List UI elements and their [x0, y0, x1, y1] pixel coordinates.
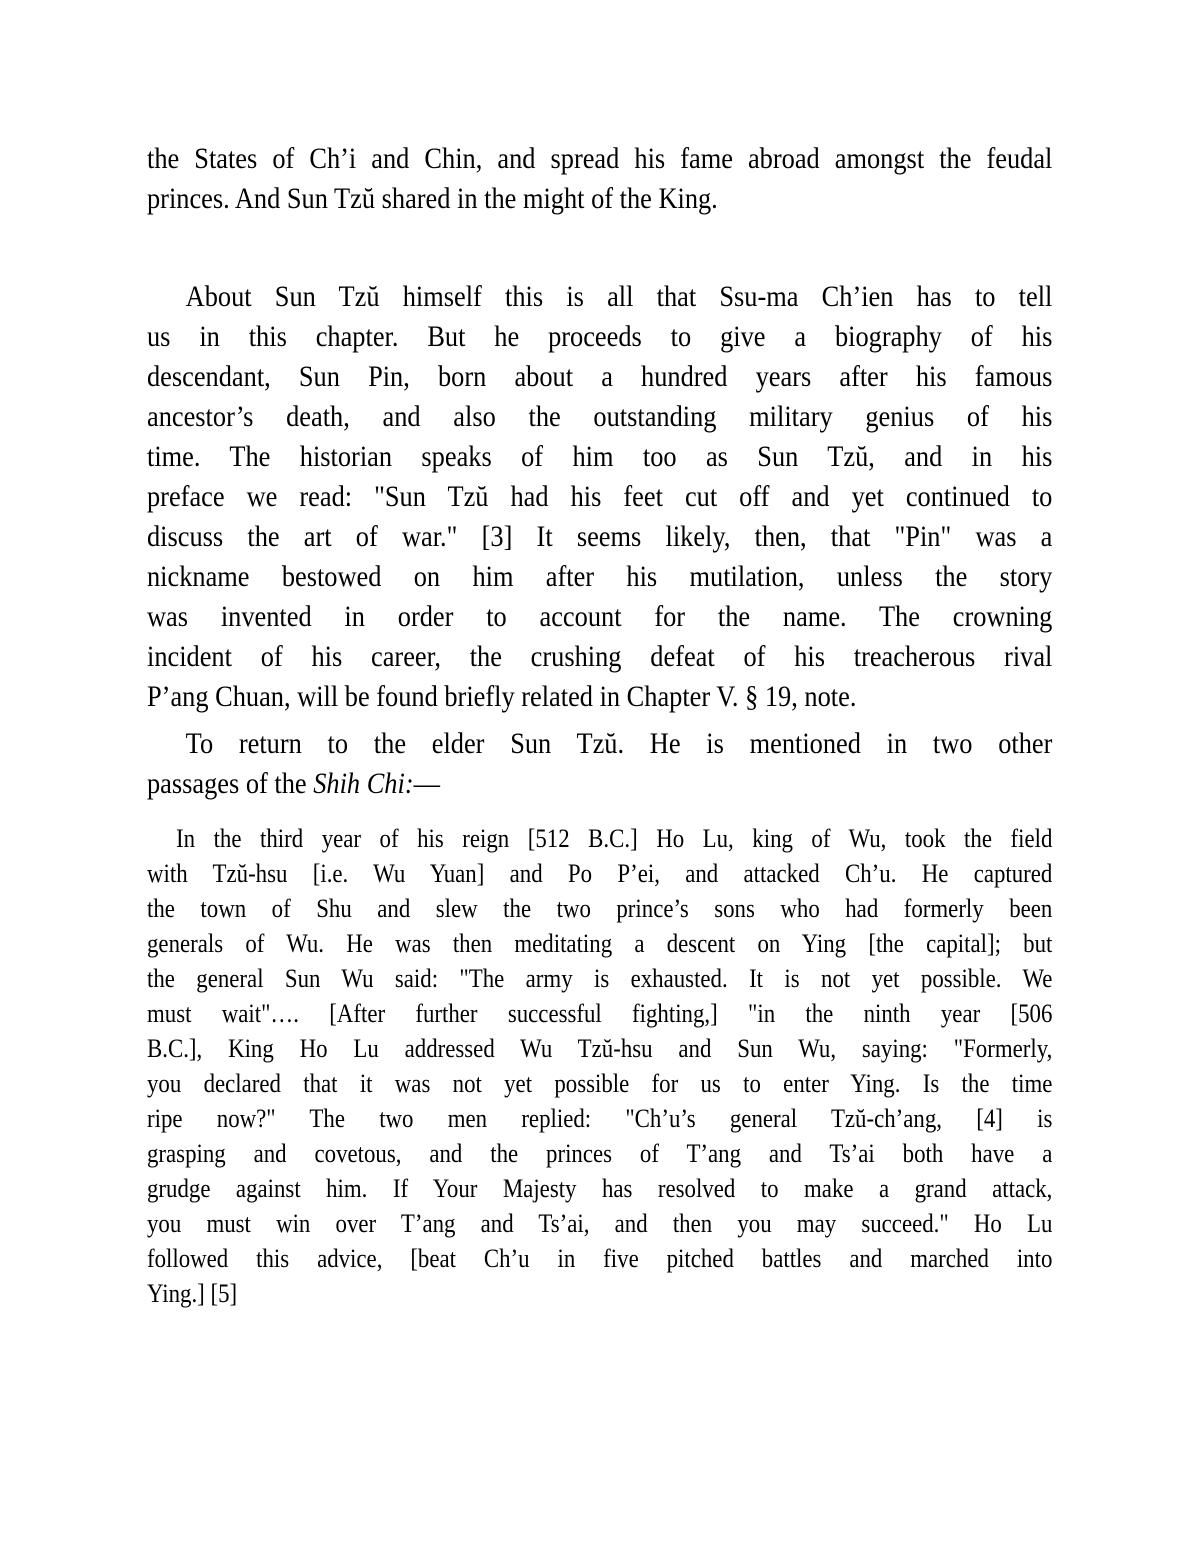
text-line: time. The historian speaks of him too as Sun Tzŭ, and in his	[147, 440, 1053, 473]
text-run: passages of the	[147, 767, 314, 800]
text-line: generals of Wu. He was then meditating a descent on Ying [the capital]; but	[147, 929, 1053, 958]
text-line: was invented in order to account for the name. The crowning	[147, 600, 1053, 633]
opening-paragraph	[147, 139, 1052, 219]
to-return-paragraph	[147, 724, 1052, 804]
text-line: the States of Ch’i and Chin, and spread his fame abroad amongst the feudal	[147, 142, 1053, 175]
text-line: incident of his career, the crushing defeat of his treacherous rival	[147, 640, 1053, 673]
em-dash: —	[413, 767, 440, 800]
about-sun-tzu-paragraph	[147, 277, 1052, 717]
text-line: us in this chapter. But he proceeds to give a biography of his	[147, 320, 1053, 353]
text-line: Ying.] [5]	[147, 1279, 238, 1308]
text-line: In the third year of his reign [512 B.C.] Ho Lu, king of Wu, took the field	[176, 824, 1053, 853]
text-line: nickname bestowed on him after his mutilation, unless the story	[147, 560, 1053, 593]
text-line: ancestor’s death, and also the outstanding military genius of his	[147, 400, 1053, 433]
text-line	[147, 764, 1052, 804]
text-line: About Sun Tzŭ himself this is all that Ssu-ma Ch’ien has to tell	[185, 280, 1053, 313]
text-line: must wait"…. [After further successful fighting,] "in the ninth year [506	[147, 999, 1053, 1028]
text-line: you declared that it was not yet possible for us to enter Ying. Is the time	[147, 1069, 1053, 1098]
text-line: with Tzŭ-hsu [i.e. Wu Yuan] and Po P’ei, and attacked Ch’u. He captured	[147, 859, 1053, 888]
text-line: B.C.], King Ho Lu addressed Wu Tzŭ-hsu and Sun Wu, saying: "Formerly,	[147, 1034, 1053, 1063]
text-line: preface we read: "Sun Tzŭ had his feet cut off and yet continued to	[147, 480, 1053, 513]
text-line: ripe now?" The two men replied: "Ch’u’s general Tzŭ-ch’ang, [4] is	[147, 1104, 1053, 1133]
text-line: grasping and covetous, and the princes of T’ang and Ts’ai both have a	[147, 1139, 1053, 1168]
text-line: the town of Shu and slew the two prince’s sons who had formerly been	[147, 894, 1053, 923]
shih-chi-book-title: Shih Chi:	[313, 767, 414, 800]
text-line: discuss the art of war." [3] It seems likely, then, that "Pin" was a	[147, 520, 1053, 553]
text-line: descendant, Sun Pin, born about a hundred years after his famous	[147, 360, 1053, 393]
text-line: princes. And Sun Tzŭ shared in the might of the King.	[147, 182, 718, 215]
text-line: grudge against him. If Your Majesty has resolved to make a grand attack,	[147, 1174, 1053, 1203]
shih-chi-quote-paragraph	[147, 821, 1052, 1311]
text-line: followed this advice, [beat Ch’u in five pitched battles and marched into	[147, 1244, 1053, 1273]
page-text-content	[147, 139, 1052, 1318]
text-line: P’ang Chuan, will be found briefly related in Chapter V. § 19, note.	[147, 680, 857, 713]
text-line: you must win over T’ang and Ts’ai, and then you may succeed." Ho Lu	[147, 1209, 1053, 1238]
text-line: To return to the elder Sun Tzŭ. He is mentioned in two other	[185, 727, 1053, 760]
text-line: the general Sun Wu said: "The army is exhausted. It is not yet possible. We	[147, 964, 1053, 993]
